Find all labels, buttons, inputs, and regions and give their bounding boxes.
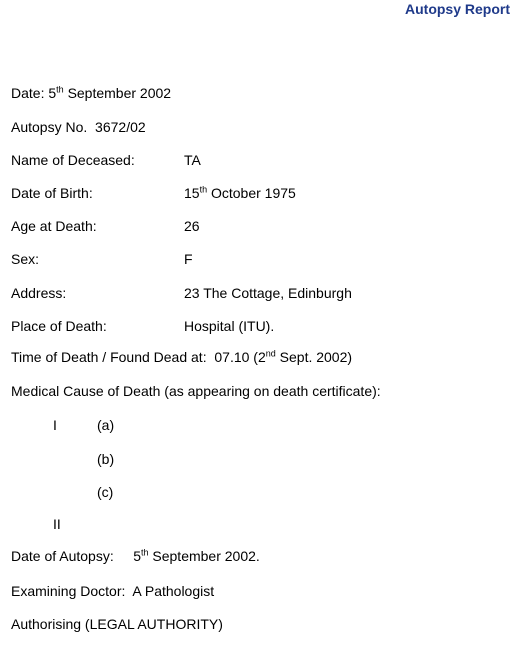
examining-doctor-label: Examining Doctor:	[11, 583, 126, 599]
cause-part-2: II	[53, 516, 61, 532]
dob-label: Date of Birth:	[11, 185, 93, 201]
time-label: Time of Death / Found Dead at:	[11, 349, 207, 365]
date-of-autopsy-label: Date of Autopsy:	[11, 548, 114, 564]
dob-suffix: th	[199, 184, 208, 195]
date-suffix: th	[56, 84, 64, 95]
examining-doctor-value: A Pathologist	[132, 583, 215, 599]
autopsy-number	[11, 118, 146, 136]
date-of-autopsy-day: 5	[133, 548, 141, 564]
autopsy-no-label: Autopsy No.	[11, 119, 88, 135]
address-label: Address:	[11, 285, 67, 301]
place-value: Hospital (ITU).	[184, 318, 275, 334]
cause-label: Medical Cause of Death (as appearing on death certificate):	[11, 383, 381, 399]
time-value-start: 07.10 (2	[214, 349, 266, 365]
cause-part-1: I	[53, 417, 57, 433]
name-label: Name of Deceased:	[11, 152, 135, 168]
authorising: Authorising (LEGAL AUTHORITY)	[11, 616, 223, 632]
age-label: Age at Death:	[11, 218, 97, 234]
date-day: 5	[48, 85, 57, 101]
place-label: Place of Death:	[11, 318, 107, 334]
time-value-end: Sept. 2002)	[279, 349, 353, 365]
report-title: Autopsy Report	[405, 1, 510, 17]
date-of-autopsy-rest: September 2002.	[152, 548, 260, 564]
examining-doctor	[11, 582, 214, 600]
date-of-autopsy-suffix: th	[140, 547, 149, 558]
date-label: Date:	[11, 85, 45, 101]
date-of-autopsy	[11, 547, 260, 565]
age-value: 26	[184, 218, 200, 234]
dob-day: 15	[184, 185, 200, 201]
date-rest: September 2002	[67, 85, 172, 101]
name-value: TA	[184, 152, 201, 168]
autopsy-no-value: 3672/02	[95, 119, 146, 135]
time-of-death	[11, 348, 352, 366]
dob-rest: October 1975	[210, 185, 296, 201]
address-value: 23 The Cottage, Edinburgh	[184, 285, 352, 301]
dob-value	[184, 184, 296, 202]
sex-label: Sex:	[11, 251, 40, 267]
cause-b: (b)	[97, 451, 115, 467]
time-suffix: nd	[265, 348, 276, 359]
cause-c: (c)	[97, 484, 114, 500]
sex-value: F	[184, 251, 193, 267]
report-date	[11, 84, 171, 102]
cause-a: (a)	[97, 417, 115, 433]
